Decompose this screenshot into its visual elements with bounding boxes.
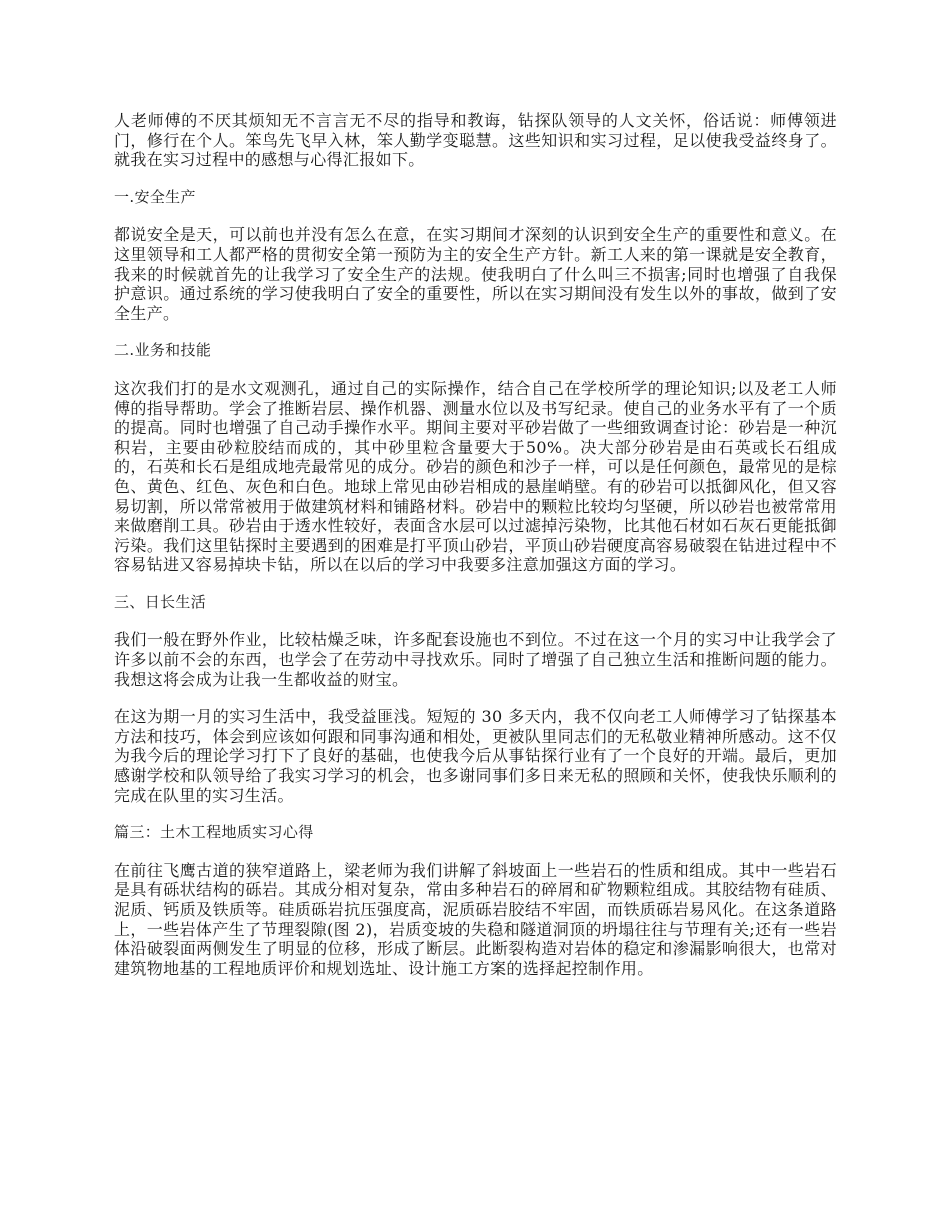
- intro-paragraph: 人老师傅的不厌其烦知无不言言无不尽的指导和教诲，钻探队领导的人文关怀，俗话说：师傅领进门，修行在个人。笨鸟先飞早入林，笨人勤学变聪慧。这些知识和实习过程，足以使我受益终身了。就我在实习过程中的感想与心得汇报如下。: [114, 111, 837, 170]
- section-heading-daily-life: 三、日长生活: [114, 592, 207, 611]
- daily-life-paragraph-2: 在这为期一月的实习生活中，我受益匪浅。短短的 30 多天内，我不仅向老工人师傅学习了钻探基本方法和技巧，体会到应该如何跟和同事沟通和相处，更被队里同志们的无私敬业精神所感动。这不仅为我今后的理论学习打下了良好的基础，也使我今后从事钻探行业有了一个良好的开端。最后，更加感谢学校和队领导给了我实习学习的机会，也多谢同事们多日来无私的照顾和关怀，使我快乐顺利的完成在队里的实习生活。: [114, 707, 837, 805]
- geology-paragraph: 在前往飞鹰古道的狭窄道路上，梁老师为我们讲解了斜坡面上一些岩石的性质和组成。其中一些岩石是具有砾状结构的砾岩。其成分相对复杂，常由多种岩石的碎屑和矿物颗粒组成。其胶结物有硅质、泥质、钙质及铁质等。硅质砾岩抗压强度高，泥质砾岩胶结不牢固，而铁质砾岩易风化。在这条道路上，一些岩体产生了节理裂隙(图 2)，岩质变坡的失稳和隧道洞顶的坍塌往往与节理有关;还有一些岩体沿破裂面两侧发生了明显的位移，形成了断层。此断裂构造对岩体的稳定和渗漏影响很大，也常对建筑物地基的工程地质评价和规划选址、设计施工方案的选择起控制作用。: [114, 860, 837, 978]
- skills-paragraph: 这次我们打的是水文观测孔，通过自己的实际操作，结合自己在学校所学的理论知识;以及老工人师傅的指导帮助。学会了推断岩层、操作机器、测量水位以及书写纪录。使自己的业务水平有了一个质的提高。同时也增强了自己动手操作水平。期间主要对平砂岩做了一些细致调查讨论：砂岩是一种沉积岩，主要由砂粒胶结而成的，其中砂里粒含量要大于50%。决大部分砂岩是由石英或长石组成的，石英和长石是组成地壳最常见的成分。砂岩的颜色和沙子一样，可以是任何颜色，最常见的是棕色、黄色、红色、灰色和白色。地球上常见由砂岩相成的悬崖峭壁。有的砂岩可以抵御风化，但又容易切割，所以常常被用于做建筑材料和铺路材料。砂岩中的颗粒比较均匀坚硬，所以砂岩也被常常用来做磨削工具。砂岩由于透水性较好，表面含水层可以过滤掉污染物，比其他石材如石灰石更能抵御污染。我们这里钻探时主要遇到的困难是打平顶山砂岩，平顶山砂岩硬度高容易破裂在钻进过程中不容易钻进又容易掉块卡钻，所以在以后的学习中我要多注意加强这方面的学习。: [114, 378, 837, 575]
- daily-life-paragraph-1: 我们一般在野外作业，比较枯燥乏味，许多配套设施也不到位。不过在这一个月的实习中让我学会了许多以前不会的东西，也学会了在劳动中寻找欢乐。同时了增强了自己独立生活和推断问题的能力。我想这将会成为让我一生都收益的财宝。: [114, 630, 837, 689]
- section-heading-skills: 二.业务和技能: [114, 341, 212, 360]
- document-page: [114, 111, 837, 996]
- section-heading-safety: 一.安全生产: [114, 187, 196, 206]
- safety-paragraph: 都说安全是天，可以前也并没有怎么在意，在实习期间才深刻的认识到安全生产的重要性和意义。在这里领导和工人都严格的贯彻安全第一预防为主的安全生产方针。新工人来的第一课就是安全教育，我来的时候就首先的让我学习了安全生产的法规。使我明白了什么叫三不损害;同时也增强了自我保护意识。通过系统的学习使我明白了安全的重要性，所以在实习期间没有发生以外的事故，做到了安全生产。: [114, 225, 837, 323]
- section-heading-part-three: 篇三：土木工程地质实习心得: [114, 823, 314, 842]
